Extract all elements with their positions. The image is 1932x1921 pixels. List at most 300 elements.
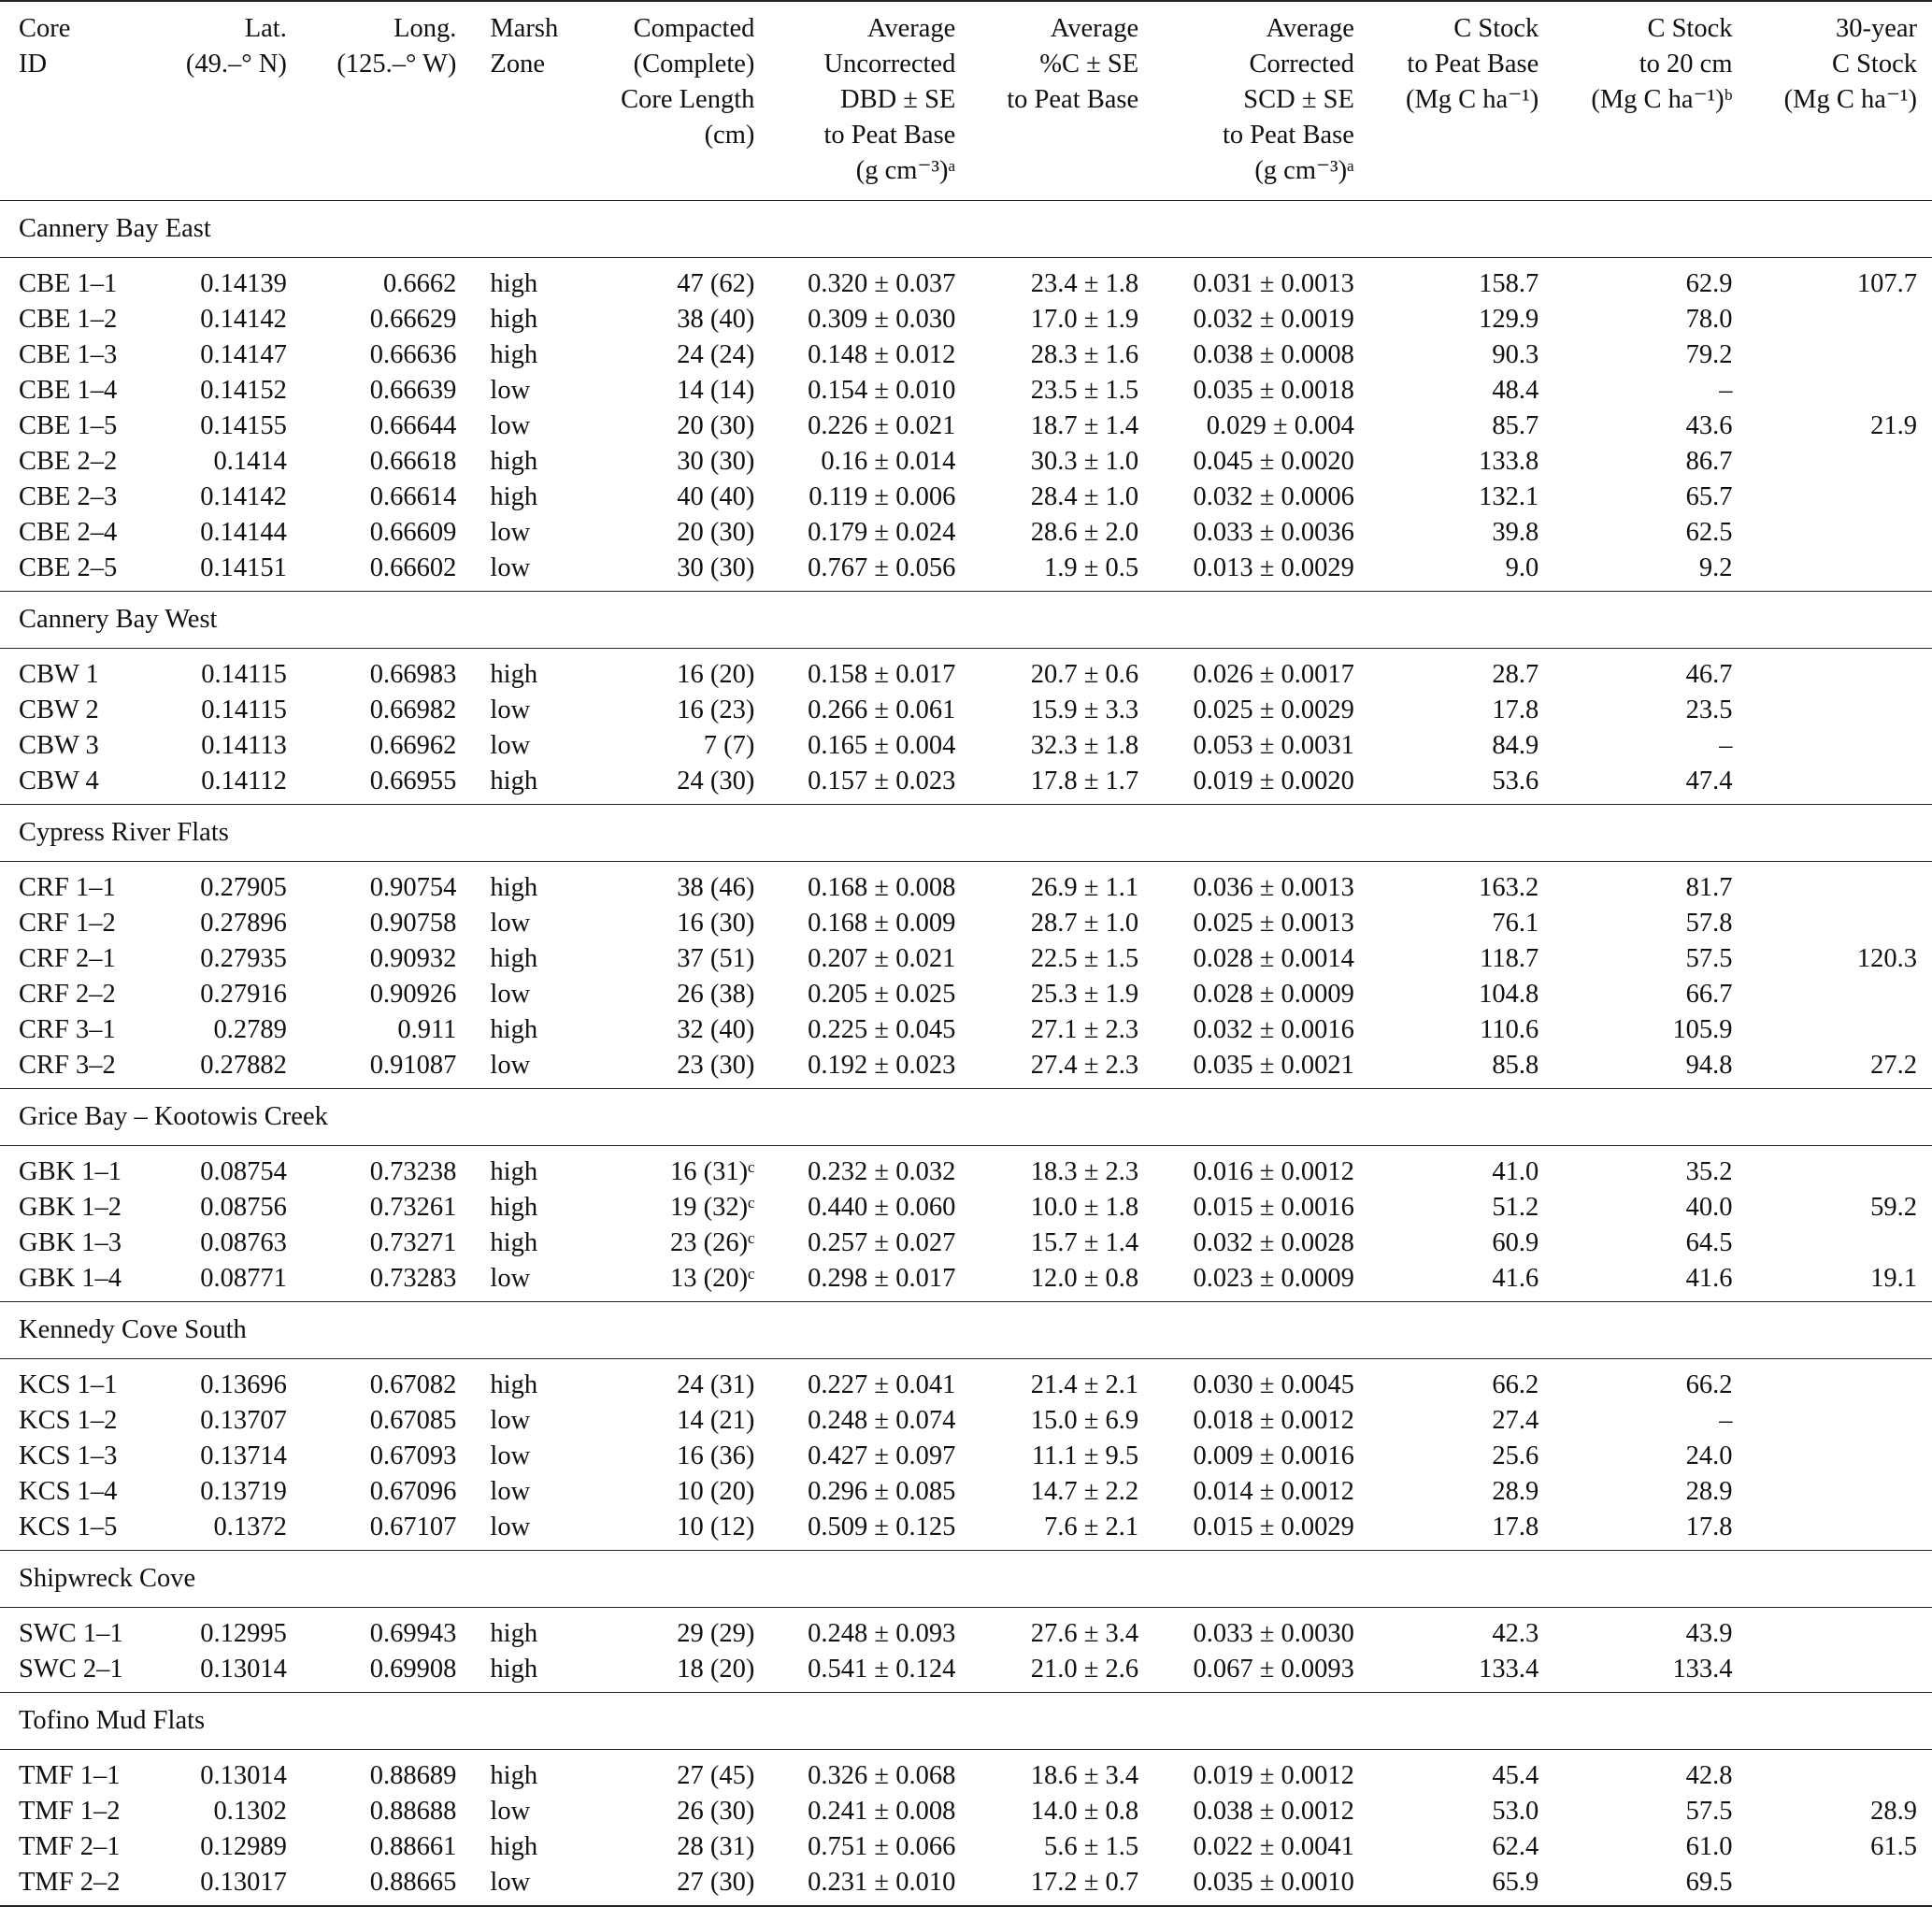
table-cell: 94.8: [1553, 1048, 1747, 1089]
table-cell: [1748, 1146, 1932, 1191]
table-cell: 0.67096: [369, 1477, 457, 1506]
table-cell: low: [490, 518, 531, 547]
table-cell: 40.0: [1685, 1193, 1733, 1222]
column-header-line: C Stock: [1453, 14, 1539, 43]
table-cell: [1748, 649, 1932, 694]
table-cell: 0.232 ± 0.032: [808, 1157, 956, 1186]
table-cell: 0.88688: [369, 1797, 457, 1826]
table-cell: 0.67082: [369, 1370, 457, 1399]
column-header: [0, 1, 152, 201]
table-cell: GBK 1–2: [19, 1193, 122, 1222]
table-cell: 18.7 ± 1.4: [1030, 411, 1139, 440]
table-cell: 0.66982: [369, 695, 457, 724]
table-cell: CBE 1–5: [19, 411, 118, 440]
table-cell: 0.13014: [152, 1652, 301, 1693]
table-cell: 16 (23): [677, 695, 755, 724]
table-cell: 78.0: [1685, 305, 1733, 334]
table-cell: 0.205 ± 0.025: [808, 980, 956, 1009]
table-cell: 84.9: [1492, 731, 1539, 760]
table-cell: TMF 2–2: [0, 1865, 152, 1906]
table-cell: 0.165 ± 0.004: [808, 731, 956, 760]
table-cell: 0.12995: [200, 1619, 287, 1648]
table-cell: 0.73261: [369, 1193, 457, 1222]
table-cell: 0.13707: [200, 1406, 287, 1435]
table-cell: 20 (30): [677, 411, 755, 440]
table-cell: 47.4: [1553, 764, 1747, 805]
table-cell: 0.66614: [369, 482, 457, 511]
table-cell: high: [490, 873, 538, 902]
table-cell: 0.440 ± 0.060: [808, 1193, 956, 1222]
table-cell: 12.0 ± 0.8: [970, 1261, 1153, 1302]
table-cell: 61.0: [1685, 1832, 1733, 1861]
site-group: [0, 1551, 1932, 1693]
table-row: [0, 302, 1932, 337]
table-cell: 28.9: [1870, 1797, 1917, 1826]
table-cell: 0.192 ± 0.023: [769, 1048, 970, 1089]
table-cell: 0.045 ± 0.0020: [1193, 447, 1354, 476]
table-cell: 0.427 ± 0.097: [808, 1441, 956, 1470]
table-cell: 0.14147: [200, 340, 287, 369]
column-header: [1748, 1, 1932, 201]
table-cell: 0.66618: [369, 447, 457, 476]
table-cell: 46.7: [1685, 660, 1733, 689]
table-cell: 0.2789: [213, 1015, 287, 1044]
table-cell: high: [490, 340, 538, 369]
column-header-line: Average: [1050, 14, 1139, 43]
column-header-line: ID: [19, 50, 48, 79]
table-cell: [1748, 1403, 1932, 1439]
table-cell: low: [490, 731, 531, 760]
table-row: [0, 1608, 1932, 1653]
table-cell: 0.168 ± 0.008: [808, 873, 956, 902]
table-row: [0, 728, 1932, 764]
table-cell: CBE 2–5: [0, 551, 152, 592]
table-cell: CBE 1–1: [19, 269, 118, 298]
table-cell: 14 (21): [677, 1406, 755, 1435]
site-name: Shipwreck Cove: [0, 1551, 1932, 1608]
table-cell: 0.88665: [302, 1865, 472, 1906]
table-cell: CBE 1–2: [19, 305, 118, 334]
table-cell: 0.036 ± 0.0013: [1193, 873, 1354, 902]
table-cell: high: [471, 764, 583, 805]
table-cell: 27 (45): [677, 1761, 755, 1790]
table-row: [0, 258, 1932, 303]
table-cell: [1748, 906, 1932, 941]
table-cell: high: [490, 482, 538, 511]
table-row: [0, 1510, 1932, 1551]
table-cell: 47 (62): [677, 269, 755, 298]
table-cell: CRF 3–1: [19, 1015, 116, 1044]
table-cell: 27.2: [1748, 1048, 1932, 1089]
table-cell: 23.4 ± 1.8: [1030, 269, 1139, 298]
table-cell: 24 (30): [584, 764, 769, 805]
table-cell: 0.025 ± 0.0013: [1193, 909, 1354, 938]
table-cell: 27.6 ± 3.4: [1030, 1619, 1139, 1648]
table-cell: CRF 1–2: [19, 909, 116, 938]
table-cell: 64.5: [1685, 1228, 1733, 1257]
table-cell: 20 (30): [677, 518, 755, 547]
column-header-line: Compacted: [633, 14, 755, 43]
table-cell: CRF 1–1: [19, 873, 116, 902]
table-cell: 0.27896: [200, 909, 287, 938]
table-cell: 24 (31): [677, 1370, 755, 1399]
table-cell: CBE 2–4: [19, 518, 118, 547]
table-cell: 0.67107: [302, 1510, 472, 1551]
table-cell: 0.022 ± 0.0041: [1193, 1832, 1354, 1861]
table-row: [0, 906, 1932, 941]
table-cell: 1.9 ± 0.5: [970, 551, 1153, 592]
table-cell: 0.13014: [200, 1761, 287, 1790]
table-cell: 0.154 ± 0.010: [808, 376, 956, 405]
table-cell: 133.4: [1553, 1652, 1747, 1693]
column-header-line: DBD ± SE: [840, 85, 956, 114]
table-cell: 0.266 ± 0.061: [808, 695, 956, 724]
column-header-line: to Peat Base: [1222, 121, 1354, 150]
table-cell: [1748, 337, 1932, 373]
table-cell: 28.4 ± 1.0: [1030, 482, 1139, 511]
table-cell: 60.9: [1492, 1228, 1539, 1257]
table-cell: 129.9: [1479, 305, 1539, 334]
column-header-line: Marsh: [490, 14, 559, 43]
table-cell: 48.4: [1492, 376, 1539, 405]
table-cell: 41.6: [1553, 1261, 1747, 1302]
table-cell: 62.4: [1492, 1832, 1539, 1861]
table-cell: 0.66609: [369, 518, 457, 547]
table-cell: CBE 2–2: [19, 447, 118, 476]
table-cell: 32 (40): [677, 1015, 755, 1044]
table-cell: –: [1719, 731, 1733, 760]
table-cell: 38 (40): [677, 305, 755, 334]
site-group: [0, 805, 1932, 1089]
site-group: [0, 592, 1932, 805]
table-cell: 133.4: [1369, 1652, 1553, 1693]
table-cell: 0.015 ± 0.0016: [1193, 1193, 1354, 1222]
column-header: [584, 1, 769, 201]
table-row: [0, 1190, 1932, 1226]
table-cell: [1748, 302, 1932, 337]
table-cell: 28 (31): [677, 1832, 755, 1861]
table-cell: 28.3 ± 1.6: [1030, 340, 1139, 369]
table-cell: [1748, 1865, 1932, 1906]
table-cell: 21.0 ± 2.6: [970, 1652, 1153, 1693]
table-cell: 0.038 ± 0.0008: [1193, 340, 1354, 369]
site-name: Cannery Bay West: [0, 592, 1932, 649]
table-cell: 0.032 ± 0.0028: [1193, 1228, 1354, 1257]
table-row: [0, 764, 1932, 805]
table-cell: 23.5: [1685, 695, 1733, 724]
table-cell: [1748, 977, 1932, 1012]
table-cell: low: [490, 1477, 531, 1506]
table-cell: 0.27935: [200, 944, 287, 973]
table-cell: 0.73283: [302, 1261, 472, 1302]
table-row: [0, 1865, 1932, 1906]
table-cell: [1748, 1474, 1932, 1510]
table-row: [0, 1794, 1932, 1829]
table-cell: 0.69908: [302, 1652, 472, 1693]
table-cell: 13 (20)ᶜ: [584, 1261, 769, 1302]
table-cell: 0.66962: [369, 731, 457, 760]
table-cell: 23.5 ± 1.5: [1030, 376, 1139, 405]
table-cell: 28.9: [1492, 1477, 1539, 1506]
column-header-line: (g cm⁻³)ᵃ: [1254, 156, 1354, 185]
column-header-line: (Mg C ha⁻¹): [1783, 85, 1917, 114]
table-cell: 57.5: [1685, 1797, 1733, 1826]
table-row: [0, 480, 1932, 515]
table-cell: 32.3 ± 1.8: [1030, 731, 1139, 760]
table-cell: high: [490, 1015, 538, 1044]
column-header-line: Uncorrected: [823, 50, 956, 79]
table-row: [0, 373, 1932, 409]
table-cell: 28.7: [1492, 660, 1539, 689]
table-cell: 15.9 ± 3.3: [1030, 695, 1139, 724]
site-name: Cypress River Flats: [0, 805, 1932, 862]
table-cell: 23 (26)ᶜ: [669, 1228, 755, 1257]
table-cell: 0.053 ± 0.0031: [1193, 731, 1354, 760]
table-cell: 0.27916: [200, 980, 287, 1009]
table-cell: 0.248 ± 0.093: [808, 1619, 956, 1648]
table-cell: 14.0 ± 0.8: [1030, 1797, 1139, 1826]
table-cell: 118.7: [1480, 944, 1539, 973]
table-cell: [1748, 1359, 1932, 1404]
table-row: [0, 649, 1932, 694]
table-cell: 0.016 ± 0.0012: [1193, 1157, 1354, 1186]
table-cell: 0.66644: [369, 411, 457, 440]
table-cell: 0.14115: [201, 695, 287, 724]
table-cell: 66.2: [1492, 1370, 1539, 1399]
table-cell: 104.8: [1479, 980, 1539, 1009]
table-cell: high: [490, 1157, 538, 1186]
table-cell: 17.8 ± 1.7: [970, 764, 1153, 805]
table-cell: 0.12989: [200, 1832, 287, 1861]
table-cell: [1748, 728, 1932, 764]
site-group: [0, 1302, 1932, 1551]
table-cell: high: [471, 1652, 583, 1693]
table-cell: 66.2: [1685, 1370, 1733, 1399]
table-cell: 0.73271: [369, 1228, 457, 1257]
table-cell: 28.6 ± 2.0: [1030, 518, 1139, 547]
table-cell: 0.90754: [369, 873, 457, 902]
table-cell: 62.5: [1685, 518, 1733, 547]
table-cell: 10 (12): [584, 1510, 769, 1551]
table-cell: high: [490, 1761, 538, 1790]
table-cell: 27.1 ± 2.3: [1030, 1015, 1139, 1044]
table-cell: 0.66955: [302, 764, 472, 805]
column-header: [1369, 1, 1553, 201]
table-cell: [1748, 480, 1932, 515]
table-cell: 158.7: [1479, 269, 1539, 298]
table-cell: 0.13696: [200, 1370, 287, 1399]
table-cell: high: [490, 944, 538, 973]
table-cell: high: [490, 1193, 538, 1222]
table-cell: 10.0 ± 1.8: [1030, 1193, 1139, 1222]
table-cell: 43.6: [1685, 411, 1733, 440]
table-cell: GBK 1–4: [0, 1261, 152, 1302]
table-cell: 0.6662: [383, 269, 457, 298]
table-cell: 0.509 ± 0.125: [769, 1510, 970, 1551]
table-cell: 0.91087: [302, 1048, 472, 1089]
table-cell: 0.08763: [200, 1228, 287, 1257]
table-cell: CRF 2–1: [19, 944, 116, 973]
table-cell: 0.227 ± 0.041: [808, 1370, 956, 1399]
table-cell: 30 (30): [584, 551, 769, 592]
table-row: [0, 1226, 1932, 1261]
table-cell: low: [471, 1510, 583, 1551]
table-cell: [1748, 1439, 1932, 1474]
table-cell: 15.0 ± 6.9: [1030, 1406, 1139, 1435]
table-cell: 0.035 ± 0.0021: [1153, 1048, 1369, 1089]
table-row: [0, 941, 1932, 977]
table-cell: high: [490, 1832, 538, 1861]
table-cell: 20.7 ± 0.6: [1030, 660, 1139, 689]
column-header-line: (Mg C ha⁻¹): [1405, 85, 1539, 114]
table-cell: 0.067 ± 0.0093: [1153, 1652, 1369, 1693]
table-cell: 110.6: [1480, 1015, 1539, 1044]
table-cell: 0.13017: [152, 1865, 301, 1906]
column-header-line: (cm): [704, 121, 755, 150]
column-header-line: SCD ± SE: [1243, 85, 1354, 114]
table-cell: 10 (20): [677, 1477, 755, 1506]
column-header-line: Core Length: [621, 85, 755, 114]
site-group-heading-row: [0, 201, 1932, 258]
table-cell: 57.5: [1685, 944, 1733, 973]
table-cell: 42.8: [1685, 1761, 1733, 1790]
site-group-heading-row: [0, 1089, 1932, 1146]
table-cell: low: [490, 376, 531, 405]
table-cell: CBE 1–3: [19, 340, 118, 369]
table-cell: 0.66636: [369, 340, 457, 369]
site-name: Cannery Bay East: [0, 201, 1932, 258]
table-cell: 43.9: [1685, 1619, 1733, 1648]
table-cell: 17.8: [1553, 1510, 1747, 1551]
table-row: [0, 444, 1932, 480]
table-cell: 79.2: [1685, 340, 1733, 369]
table-cell: 0.225 ± 0.045: [808, 1015, 956, 1044]
table-cell: 0.032 ± 0.0019: [1193, 305, 1354, 334]
column-header-line: Corrected: [1249, 50, 1354, 79]
table-cell: 14.7 ± 2.2: [1030, 1477, 1139, 1506]
table-cell: 39.8: [1492, 518, 1539, 547]
site-group-heading-row: [0, 592, 1932, 649]
table-cell: 107.7: [1856, 269, 1917, 298]
table-cell: 27.4 ± 2.3: [970, 1048, 1153, 1089]
table-cell: 0.08771: [152, 1261, 301, 1302]
table-cell: low: [490, 411, 531, 440]
table-cell: 18 (20): [584, 1652, 769, 1693]
site-name: Grice Bay – Kootowis Creek: [0, 1089, 1932, 1146]
table-cell: 0.309 ± 0.030: [808, 305, 956, 334]
table-cell: 15.7 ± 1.4: [1030, 1228, 1139, 1257]
table-cell: low: [471, 1048, 583, 1089]
table-cell: 0.148 ± 0.012: [808, 340, 956, 369]
table-cell: KCS 1–1: [19, 1370, 118, 1399]
table-cell: [1748, 444, 1932, 480]
column-header-line: 30-year: [1835, 14, 1917, 43]
table-cell: 0.157 ± 0.023: [769, 764, 970, 805]
table-cell: 0.028 ± 0.0009: [1193, 980, 1354, 1009]
table-cell: 26 (30): [677, 1797, 755, 1826]
table-cell: [1748, 1510, 1932, 1551]
table-cell: 5.6 ± 1.5: [1044, 1832, 1139, 1861]
table-cell: 0.119 ± 0.006: [809, 482, 956, 511]
site-group: [0, 201, 1932, 592]
table-cell: 29 (29): [677, 1619, 755, 1648]
site-group-heading-row: [0, 805, 1932, 862]
table-cell: low: [490, 1797, 531, 1826]
table-cell: 0.90758: [369, 909, 457, 938]
table-cell: 163.2: [1479, 873, 1539, 902]
table-cell: 16 (20): [677, 660, 755, 689]
table-cell: 24.0: [1685, 1441, 1733, 1470]
table-cell: 0.90926: [369, 980, 457, 1009]
table-cell: high: [490, 305, 538, 334]
table-cell: 18.6 ± 3.4: [1030, 1761, 1139, 1790]
table-cell: 0.032 ± 0.0006: [1193, 482, 1354, 511]
table-cell: [1748, 1226, 1932, 1261]
column-header-line: Lat.: [244, 14, 287, 43]
table-cell: [1748, 1608, 1932, 1653]
table-cell: 66.7: [1685, 980, 1733, 1009]
table-row: [0, 1474, 1932, 1510]
column-header: [1153, 1, 1369, 201]
column-header-line: (49.–° N): [185, 50, 287, 79]
table-cell: 17.0 ± 1.9: [1030, 305, 1139, 334]
table-cell: TMF 2–1: [19, 1832, 121, 1861]
table-cell: 0.014 ± 0.0012: [1193, 1477, 1354, 1506]
table-cell: 0.179 ± 0.024: [808, 518, 956, 547]
column-header-line: Core: [19, 14, 71, 43]
table-cell: low: [490, 695, 531, 724]
table-cell: 9.0: [1369, 551, 1553, 592]
table-cell: 0.88661: [369, 1832, 457, 1861]
table-cell: TMF 1–2: [19, 1797, 121, 1826]
table-cell: 41.6: [1369, 1261, 1553, 1302]
table-cell: 0.14142: [200, 482, 287, 511]
table-row: [0, 1048, 1932, 1089]
table-cell: [1748, 515, 1932, 551]
table-cell: GBK 1–3: [19, 1228, 122, 1257]
column-header-line: C Stock: [1647, 14, 1733, 43]
table-cell: 0.1414: [213, 447, 287, 476]
table-cell: 0.241 ± 0.008: [808, 1797, 956, 1826]
table-cell: 59.2: [1870, 1193, 1917, 1222]
column-header: [970, 1, 1153, 201]
column-header-line: to 20 cm: [1639, 50, 1733, 79]
table-cell: high: [490, 1228, 538, 1257]
table-cell: low: [471, 1865, 583, 1906]
site-name: Tofino Mud Flats: [0, 1693, 1932, 1750]
table-cell: 0.16 ± 0.014: [821, 447, 956, 476]
table-cell: 14 (14): [677, 376, 755, 405]
table-cell: 0.13714: [200, 1441, 287, 1470]
table-cell: CRF 3–2: [0, 1048, 152, 1089]
table-cell: –: [1719, 376, 1733, 405]
table-cell: 0.14152: [200, 376, 287, 405]
table-cell: 7 (7): [703, 731, 755, 760]
table-cell: 41.0: [1492, 1157, 1539, 1186]
table-cell: 76.1: [1492, 909, 1539, 938]
table-row: [0, 551, 1932, 592]
table-cell: 0.73238: [369, 1157, 457, 1186]
site-name: Kennedy Cove South: [0, 1302, 1932, 1359]
table-cell: 16 (30): [677, 909, 755, 938]
table-cell: 61.5: [1870, 1832, 1917, 1861]
table-cell: 0.67085: [369, 1406, 457, 1435]
table-row: [0, 1261, 1932, 1302]
table-cell: 0.14139: [200, 269, 287, 298]
table-cell: high: [490, 269, 538, 298]
table-cell: 40 (40): [677, 482, 755, 511]
table-cell: 0.296 ± 0.085: [808, 1477, 956, 1506]
